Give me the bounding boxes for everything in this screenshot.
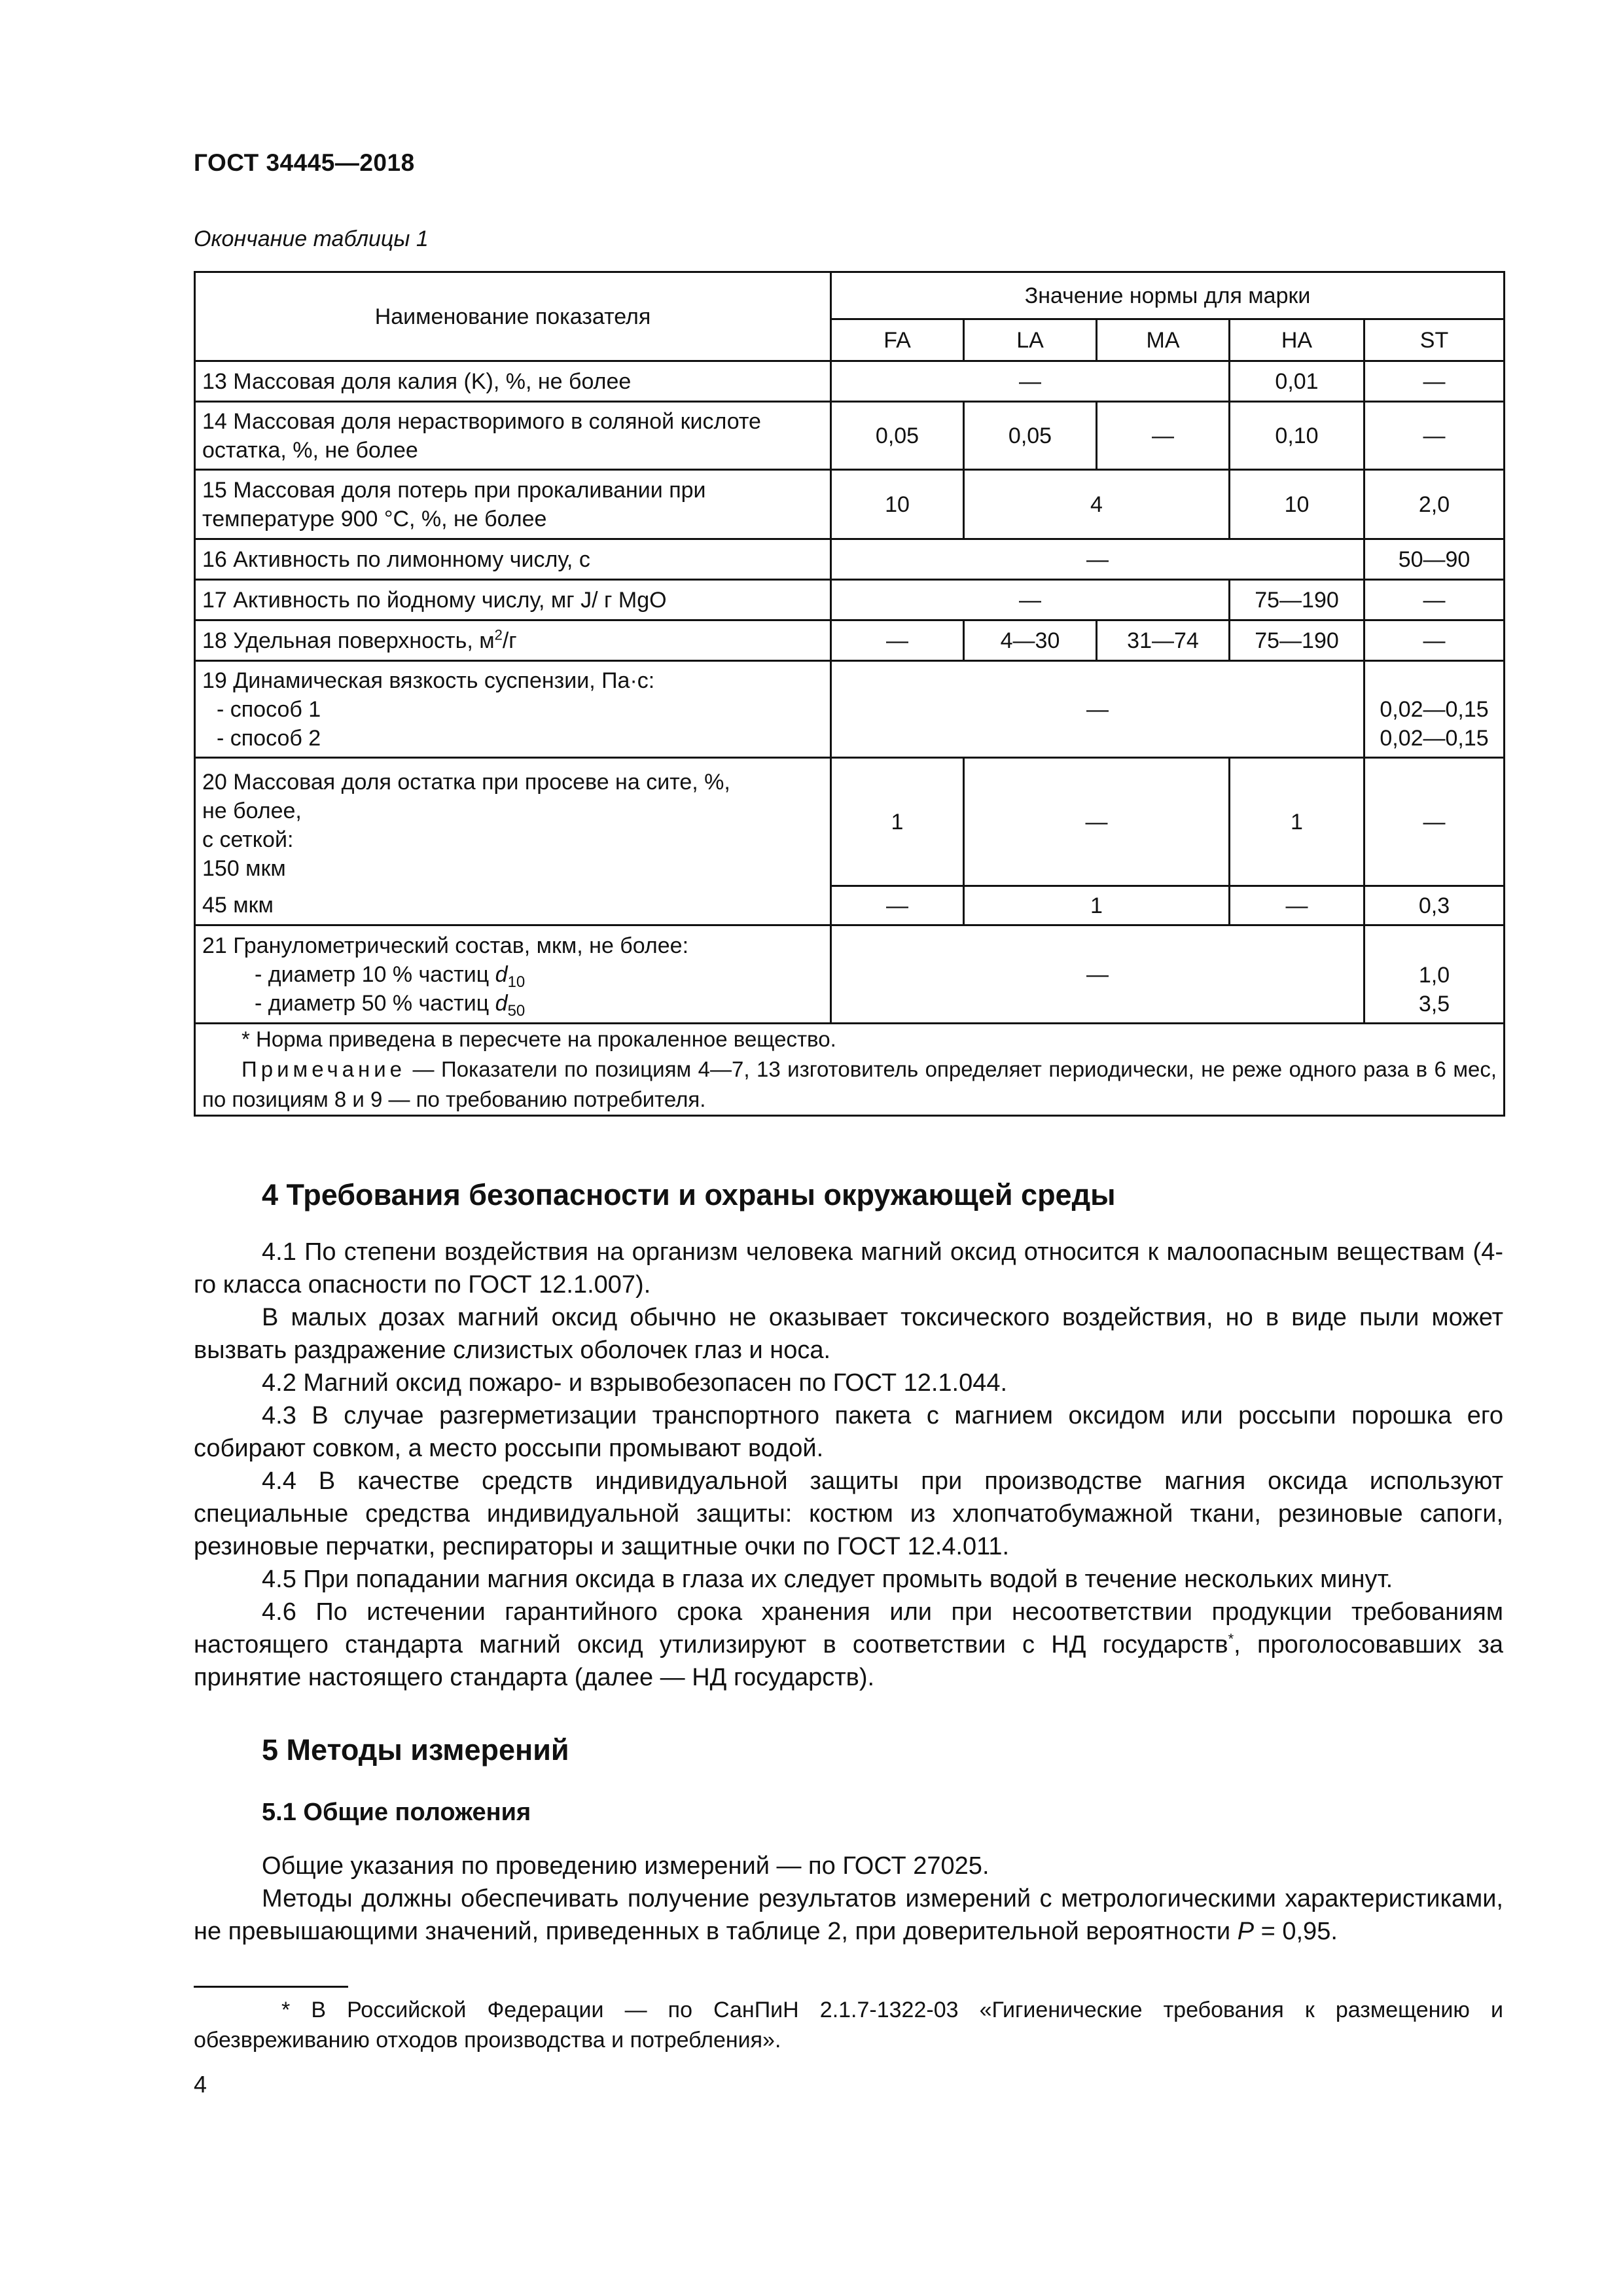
section-5-body — [194, 1850, 1503, 1948]
row-name-text: 19 Динамическая вязкость суспензии, Па·с: — [202, 668, 655, 693]
note-text: — Показатели по позициям 4—7, 13 изготовитель определяет периодически, не реже одного раза в 6 мес, по позициям 8 и 9 — по требованию потребителя. — [202, 1057, 1497, 1111]
cell: — — [831, 539, 1364, 580]
grade-la: LA — [964, 319, 1097, 361]
table-row — [195, 402, 1505, 470]
table-note — [202, 1054, 1497, 1115]
cell: — — [831, 886, 964, 925]
cell: 31—74 — [1097, 620, 1230, 661]
paragraph — [194, 1882, 1503, 1948]
table-row — [195, 925, 1505, 1024]
table-header-row — [195, 272, 1505, 319]
table-notes — [195, 1024, 1505, 1116]
paragraph-text: , проголосовавших за принятие настоящего стандарта (далее — НД государств). — [194, 1631, 1503, 1691]
row-name — [195, 661, 831, 758]
cell — [1364, 925, 1505, 1024]
cell: — — [831, 361, 1230, 402]
row-name — [195, 925, 831, 1024]
cell: 2,0 — [1364, 470, 1505, 539]
table-row — [195, 661, 1505, 758]
d50-sub: 50 — [507, 1001, 526, 1020]
row-name — [195, 620, 831, 661]
row-name: 15 Массовая доля потерь при прокаливании при температуре 900 °С, %, не более — [195, 470, 831, 539]
norms-table — [194, 271, 1505, 1117]
cell: 0,05 — [964, 402, 1097, 470]
page-footnote — [194, 1995, 1503, 2055]
d10-text: - диаметр 10 % частиц — [255, 961, 495, 987]
table-row — [195, 620, 1505, 661]
cell: — — [1097, 402, 1230, 470]
st-d10: 1,0 — [1418, 963, 1450, 988]
cell: — — [1364, 361, 1505, 402]
cell: — — [1364, 580, 1505, 620]
cell: 4 — [964, 470, 1230, 539]
probability-var: P — [1237, 1918, 1255, 1945]
cell: 1 — [1230, 758, 1364, 886]
paragraph: Общие указания по проведению измерений — по ГОСТ 27025. — [262, 1852, 990, 1880]
st-method-2: 0,02—0,15 — [1380, 726, 1489, 751]
grade-st: ST — [1364, 319, 1505, 361]
cell: — — [964, 758, 1230, 886]
cell: — — [1364, 758, 1505, 886]
table-row — [195, 539, 1505, 580]
note-label: Примечание — [241, 1057, 406, 1081]
table-row — [195, 470, 1505, 539]
footnote-divider — [194, 1986, 348, 1988]
row-name: 16 Активность по лимонному числу, с — [195, 539, 831, 580]
st-method-1: 0,02—0,15 — [1380, 697, 1489, 722]
d50-label — [202, 989, 823, 1018]
st-d50: 3,5 — [1418, 992, 1450, 1016]
paragraph — [194, 1596, 1503, 1694]
paragraph: 4.1 По степени воздействия на организм человека магний оксид относится к малоопасным веществам (4-го класса опасности по ГОСТ 12.1.007). — [194, 1238, 1503, 1299]
table-caption: Окончание таблицы 1 — [194, 226, 429, 251]
d10-var: d — [495, 961, 508, 987]
row-name-line1: 20 Массовая доля остатка при просеве на сите, %, — [202, 770, 730, 795]
paragraph: 4.5 При попадании магния оксида в глаза их следует промыть водой в течение нескольких минут. — [262, 1566, 1393, 1593]
grade-fa: FA — [831, 319, 964, 361]
table-row — [195, 361, 1505, 402]
cell: 75—190 — [1230, 620, 1364, 661]
paragraph-text: = 0,95. — [1254, 1918, 1338, 1945]
paragraph: 4.2 Магний оксид пожаро- и взрывобезопасен по ГОСТ 12.1.044. — [262, 1369, 1008, 1397]
row-name: 13 Массовая доля калия (K), %, не более — [195, 361, 831, 402]
row-name-text: 21 Гранулометрический состав, мкм, не более: — [202, 933, 689, 958]
row-name-unit: /г — [502, 628, 517, 653]
cell: 10 — [831, 470, 964, 539]
paragraph: 4.3 В случае разгерметизации транспортного пакета с магнием оксидом или россыпи порошка его собирают совком, а место россыпи промывают водой. — [194, 1402, 1503, 1462]
method-1-label: - способ 1 — [217, 696, 321, 722]
d50-text: - диаметр 50 % частиц — [255, 990, 495, 1016]
cell: — — [831, 661, 1364, 758]
grade-ma: MA — [1097, 319, 1230, 361]
cell: — — [831, 580, 1230, 620]
cell: 1 — [964, 886, 1230, 925]
section-4-body — [194, 1236, 1503, 1694]
row-name-text: 18 Удельная поверхность, м — [202, 628, 495, 653]
mesh-150-label: 150 мкм — [202, 856, 286, 882]
table-row — [195, 580, 1505, 620]
row-name-line2: не более, — [202, 798, 302, 824]
section-5-1-title: 5.1 Общие положения — [262, 1799, 531, 1826]
paragraph-text: 4.6 По истечении гарантийного срока хранения или при несоответствии продукции требованиям настоящего стандарта магний оксид утилизируют в соответствии с НД государств — [194, 1598, 1503, 1659]
table-row — [195, 886, 1505, 925]
cell: — — [1364, 620, 1505, 661]
cell: 75—190 — [1230, 580, 1364, 620]
mesh-45-label: 45 мкм — [195, 886, 831, 925]
cell — [1364, 661, 1505, 758]
footnote-text: * В Российской Федерации — по СанПиН 2.1.7-1322-03 «Гигиенические требования к размещению и обезвреживанию отходов производства и потребления». — [194, 1998, 1503, 2053]
row-name: 14 Массовая доля нерастворимого в соляной кислоте остатка, %, не более — [195, 402, 831, 470]
table-footnote: * Норма приведена в пересчете на прокаленное вещество. — [241, 1027, 836, 1051]
standard-header: ГОСТ 34445—2018 — [194, 149, 415, 176]
cell: — — [831, 620, 964, 661]
cell: — — [1364, 402, 1505, 470]
page-number: 4 — [194, 2071, 207, 2098]
table-notes-row — [195, 1024, 1505, 1116]
superscript: 2 — [494, 626, 503, 643]
row-name — [195, 758, 831, 886]
cell: 0,01 — [1230, 361, 1364, 402]
cell: 0,10 — [1230, 402, 1364, 470]
d50-var: d — [495, 990, 508, 1016]
d10-label — [202, 960, 823, 989]
col-header-name: Наименование показателя — [195, 272, 831, 361]
section-4-title: 4 Требования безопасности и охраны окружающей среды — [262, 1178, 1116, 1211]
footnote-mark: * — [1228, 1630, 1234, 1647]
row-name: 17 Активность по йодному числу, мг J/ г MgO — [195, 580, 831, 620]
d10-sub: 10 — [507, 973, 526, 991]
cell: — — [831, 925, 1364, 1024]
cell: 0,05 — [831, 402, 964, 470]
method-2-label: - способ 2 — [217, 725, 321, 751]
row-name-line3: с сеткой: — [202, 827, 294, 853]
cell: 4—30 — [964, 620, 1097, 661]
cell: 1 — [831, 758, 964, 886]
paragraph: В малых дозах магний оксид обычно не оказывает токсического воздействия, но в виде пыли может вызвать раздражение слизистых оболочек глаз и носа. — [194, 1304, 1503, 1364]
section-5-title: 5 Методы измерений — [262, 1733, 569, 1767]
cell: 0,3 — [1364, 886, 1505, 925]
paragraph: 4.4 В качестве средств индивидуальной защиты при производстве магния оксида используют специальные средства индивидуальной защиты: костюм из хлопчатобумажной ткани, резиновые сапоги, резиновые перчатки, респираторы и защитные очки по ГОСТ 12.4.011. — [194, 1467, 1503, 1560]
cell: 50—90 — [1364, 539, 1505, 580]
col-header-group: Значение нормы для марки — [831, 272, 1505, 319]
paragraph-text: Методы должны обеспечивать получение результатов измерений с метрологическими характеристиками, не превышающими значений, приведенных в таблице 2, при доверительной вероятности — [194, 1885, 1503, 1945]
cell: — — [1230, 886, 1364, 925]
table-row — [195, 758, 1505, 886]
grade-ha: HA — [1230, 319, 1364, 361]
cell: 10 — [1230, 470, 1364, 539]
